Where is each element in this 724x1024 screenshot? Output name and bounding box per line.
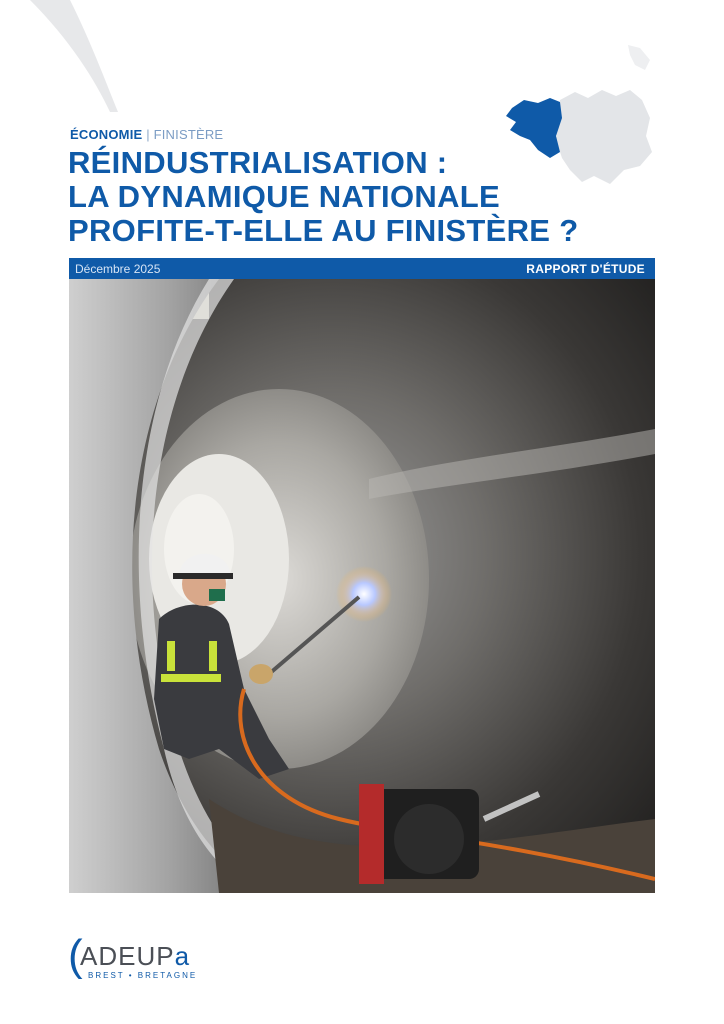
- report-title: [68, 146, 668, 248]
- logo-bracket-icon: (: [68, 931, 83, 980]
- info-band: [69, 258, 655, 279]
- kicker-separator: |: [146, 127, 150, 142]
- cover-photo: [69, 279, 655, 893]
- logo-name: ADEUPa: [80, 941, 191, 971]
- kicker-section: ÉCONOMIE: [70, 127, 143, 142]
- title-line-3: PROFITE-T-ELLE AU FINISTÈRE ?: [68, 213, 579, 248]
- title-line-1: RÉINDUSTRIALISATION :: [68, 145, 448, 180]
- logo-tagline: BREST • BRETAGNE: [88, 971, 198, 980]
- publication-date: Décembre 2025: [75, 261, 161, 276]
- kicker: [70, 127, 223, 142]
- decorative-swoosh: [0, 0, 140, 120]
- document-type: RAPPORT D'ÉTUDE: [526, 261, 645, 276]
- welder-in-steel-pipe-icon: [69, 279, 655, 893]
- kicker-area: FINISTÈRE: [153, 127, 224, 142]
- title-line-2: LA DYNAMIQUE NATIONALE: [68, 179, 500, 214]
